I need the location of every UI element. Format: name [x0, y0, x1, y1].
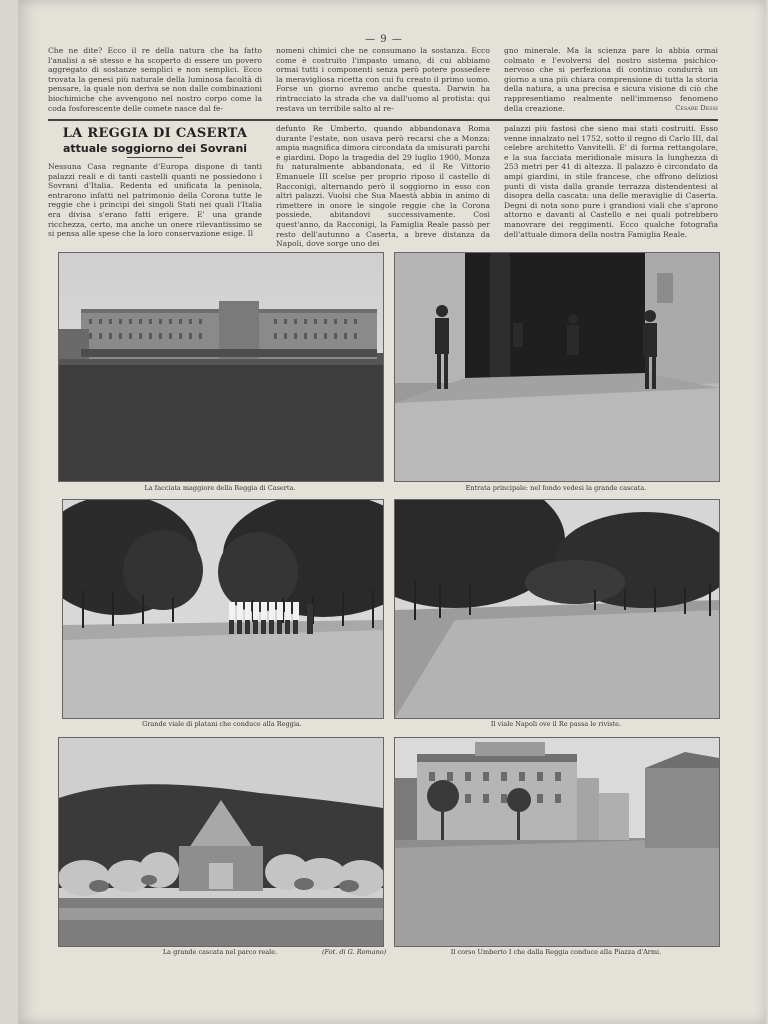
article-headline: LA REGGIA DI CASERTA [62, 126, 248, 141]
photo-corso-umberto [394, 737, 720, 947]
photo-viale-napoli [394, 499, 720, 719]
photo-credit: (Fot. di G. Romano) [322, 948, 387, 956]
photo-entrance [394, 252, 720, 482]
article-column-1 [48, 124, 262, 248]
continued-column-3-text: gno minerale. Ma la scienza pare lo abbia ormai colmato e l'evolversi del nostro sistema psichico-nervoso che si perfeziona di continuo condurrà un giorno a una più chiara comprensione di tutta la storia della natura, a una precisa e sicura visione di ciò che rappresentiamo realmente nell'immenso fenomeno della creazione. [504, 46, 718, 113]
article-text-1: Nessuna Casa regnante d'Europa dispone di tanti palazzi reali e di tanti castelli quanti ne possiedono i Sovrani d'Italia. Redenta ed unificata la penisola, entrarono infatti nel patrimonio della Corona tutte le reggie che i principi dei singoli Stati nei quali l'Italia era divisa s'erano fatti erigere. E' una grande ricchezza, certo, ma anche un onere rilevantissimo se si pensa alle spese che la loro conservazione esige. Il [48, 162, 262, 239]
page-number: — 9 — [365, 34, 403, 45]
caption-entrance: Entrata principale: nel fondo vedesi la grande cascata. [465, 484, 647, 492]
caption-viale-napoli: Il viale Napoli ove il Re passa le riviste. [490, 720, 622, 728]
continued-column-3 [504, 46, 718, 118]
section-divider [48, 119, 718, 121]
photo-grande-cascata [58, 737, 384, 947]
headline-rule [127, 157, 183, 158]
article-text-2: defunto Re Umberto, quando abbandonava Roma durante l'estate, non usava però recarsi che a Monza: ampia magnifica dimora circondata da smisurati parchi e giardini. Dopo la tragedia del 29 luglio 1900, Monza fu naturalmente abbandonata, ed il Re Vittorio Emanuele III scelse per proprio riposo il castello di Racconigi, alternando però il soggiorno in esso con altri palazzi. Vuolsi che Sua Maestà abbia in animo di rimettere in onore le singole reggie che la Corona possiede, abitandovi successivamente. Così quest'anno, da Racconigi, la Famiglia Reale passò per resto dell'autunno a Caserta, a breve distanza da Napoli, dove sorge uno dei [276, 124, 490, 248]
continued-column-2: nomeni chimici che ne consumano la sostanza. Ecco come è costruito l'impasto umano, di cui abbiamo ormai tutti i componenti senza però potere possedere la meravigliosa ricetta con cui fu creato il primo uomo. Forse un giorno avremo anche questa. Darwin ha rintracciato la strada che va dall'uomo al protista: qui restava un terribile salto al re- [276, 46, 490, 113]
caption-corso-umberto: Il corso Umberto I che dalla Reggia conduce alla Piazza d'Armi. [450, 948, 662, 956]
caption-facade: La facciata maggiore della Reggia di Caserta. [144, 484, 296, 492]
article-column-2 [276, 124, 490, 248]
article-subheadline: attuale soggiorno dei Sovrani [62, 142, 248, 155]
caption-plane-tree-avenue: Grande viale di platani che conduce alla Reggia. [142, 720, 302, 728]
author-signature: Cesare Dessi [675, 103, 718, 112]
photo-plane-tree-avenue [62, 499, 384, 719]
photo-facade [58, 252, 384, 482]
article-text-3: palazzi più fastosi che sieno mai stati costruiti. Esso venne innalzato nel 1752, sotto il regno di Carlo III, dal celebre architetto Vanvitelli. E' di forma rettangolare, e la sua facciata meridionale misura la lunghezza di 253 metri per 41 di altezza. Il palazzo è circondato da ampi giardini, in stile francese, che offrono deliziosi punti di vista dalla grande terrazza distendentesi al disopra della cascata: una delle meraviglie di Caserta. Degni di nota sono pure i grandiosi viali che s'aprono attorno e davanti al Castello e nei quali potrebbero manovrare dei reggimenti. Ecco qualche fotografia dell'attuale dimora della nostra Famiglia Reale. [504, 124, 718, 239]
continued-column-1: Che ne dite? Ecco il re della natura che ha fatto l'analisi a sè stesso e ha scoperto di essere un povero aggregato di sostanze semplici e non semplici. Ecco trovata la genesi più naturale della luminosa facoltà di pensare, la quale non deriva se non dalle combinazioni biochimiche che avvengono nel nostro corpo come la coda fosforescente delle comete nasce dal fe- [48, 46, 262, 113]
caption-grande-cascata: La grande cascata nel parco reale. [162, 948, 278, 956]
article-column-3 [504, 124, 718, 248]
article-reggia-caserta [48, 124, 718, 248]
continued-article-columns [48, 46, 718, 118]
